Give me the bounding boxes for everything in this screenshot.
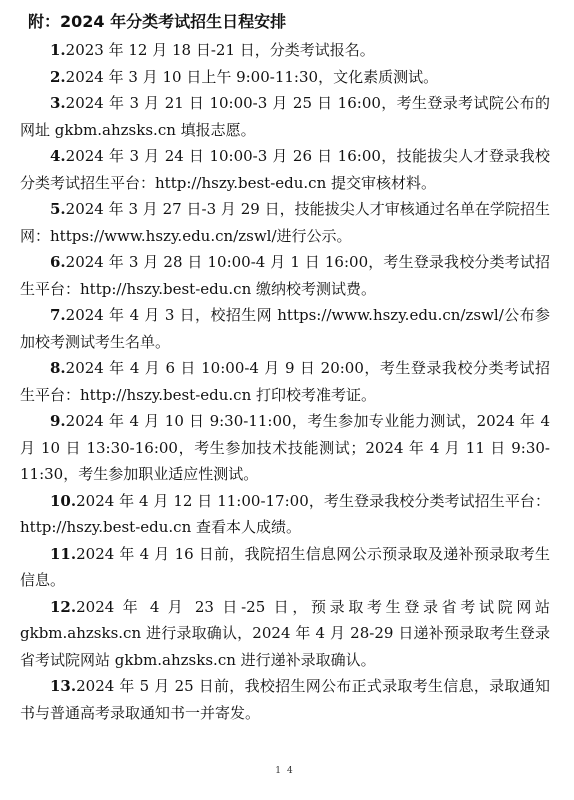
item-text: 2024 年 4 月 12 日 11:00-17:00，考生登录我校分类考试招生平台：http://hszy.best-edu.cn 查看本人成绩。: [20, 491, 550, 536]
item-text: 2024 年 3 月 27 日-3 月 29 日，技能拔尖人才审核通过名单在学院招生网：https://www.hszy.edu.cn/zswl/进行公示。: [20, 200, 550, 245]
item-number: 1.: [50, 41, 66, 59]
list-item: [20, 355, 550, 408]
schedule-list: [20, 37, 550, 726]
list-item: [20, 594, 550, 674]
list-item: [20, 408, 550, 488]
list-item: [20, 64, 550, 91]
item-text: 2023 年 12 月 18 日-21 日，分类考试报名。: [65, 41, 375, 59]
list-item: [20, 302, 550, 355]
item-text: 2024 年 4 月 23 日-25 日，预录取考生登录省考试院网站 gkbm.ahzsks.cn 进行录取确认，2024 年 4 月 28-29 日递补预录取考生登录省考试院网站 gkbm.ahzsks.cn 进行递补录取确认。: [20, 597, 550, 669]
list-item: [20, 90, 550, 143]
item-text: 2024 年 4 月 3 日，校招生网 https://www.hszy.edu.cn/zswl/公布参加校考测试考生名单。: [20, 306, 550, 351]
item-text: 2024 年 5 月 25 日前，我校招生网公布正式录取考生信息，录取通知书与普通高考录取通知书一并寄发。: [20, 677, 550, 722]
item-number: 11.: [50, 544, 77, 563]
list-item: [20, 541, 550, 594]
item-number: 3.: [50, 94, 66, 112]
item-number: 8.: [50, 359, 66, 377]
item-number: 5.: [50, 200, 66, 218]
item-number: 7.: [50, 306, 66, 324]
item-text: 2024 年 3 月 10 日上午 9:00-11:30，文化素质测试。: [65, 67, 439, 86]
item-text: 2024 年 4 月 10 日 9:30-11:00，考生参加专业能力测试，2024 年 4 月 10 日 13:30-16:00，考生参加技术技能测试；2024 年 4 月 11 日 9:30-11:30，考生参加职业适应性测试。: [20, 412, 550, 483]
item-text: 2024 年 4 月 16 日前，我院招生信息网公示预录取及递补预录取考生信息。: [20, 544, 550, 589]
item-number: 9.: [50, 412, 66, 430]
item-number: 2.: [50, 67, 66, 86]
list-item: [20, 673, 550, 726]
item-text: 2024 年 4 月 6 日 10:00-4 月 9 日 20:00，考生登录我校分类考试招生平台：http://hszy.best-edu.cn 打印校考准考证。: [20, 359, 550, 404]
list-item: [20, 143, 550, 196]
list-item: [20, 37, 550, 64]
item-number: 13.: [50, 677, 77, 695]
item-text: 2024 年 3 月 24 日 10:00-3 月 26 日 16:00，技能拔尖人才登录我校分类考试招生平台：http://hszy.best-edu.cn 提交审核材料。: [20, 147, 550, 192]
list-item: [20, 488, 550, 541]
page-title: 附：2024 年分类考试招生日程安排: [28, 12, 287, 31]
item-number: 4.: [50, 147, 66, 165]
list-item: [20, 249, 550, 302]
item-number: 12.: [50, 597, 77, 616]
item-number: 6.: [50, 253, 66, 271]
item-text: 2024 年 3 月 21 日 10:00-3 月 25 日 16:00，考生登录考试院公布的网址 gkbm.ahzsks.cn 填报志愿。: [20, 94, 550, 139]
item-number: 10.: [50, 491, 77, 510]
list-item: [20, 196, 550, 249]
page-number: 14: [275, 766, 299, 776]
item-text: 2024 年 3 月 28 日 10:00-4 月 1 日 16:00，考生登录我校分类考试招生平台：http://hszy.best-edu.cn 缴纳校考测试费。: [20, 253, 550, 298]
